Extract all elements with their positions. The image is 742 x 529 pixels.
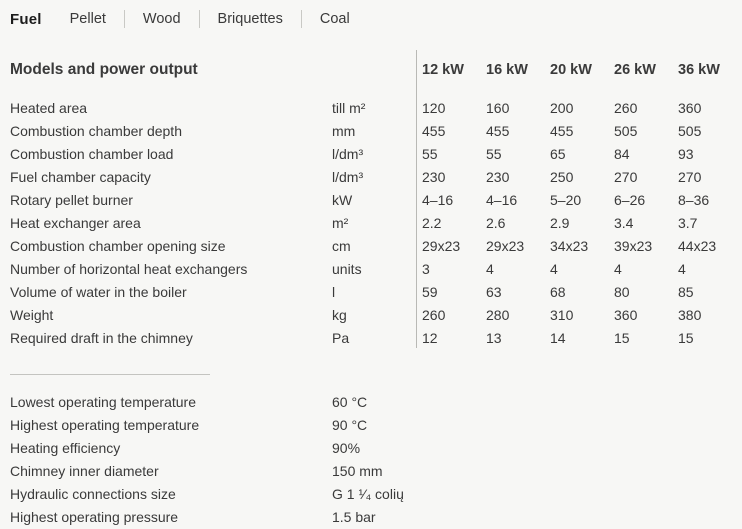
- spec-value: 15: [678, 330, 694, 346]
- fuel-option-wood[interactable]: Wood: [124, 10, 199, 28]
- spec-value: 4: [486, 261, 494, 277]
- spec-value: 360: [678, 100, 702, 116]
- spec-value: 55: [486, 146, 502, 162]
- spec-table: [8, 50, 742, 350]
- spec-value: 4: [550, 261, 558, 277]
- model-header-2: 20 kW: [550, 62, 592, 78]
- list-item: [8, 437, 632, 460]
- table-row: [8, 166, 742, 189]
- fuel-label: Fuel: [10, 10, 42, 28]
- spec-value: 280: [486, 307, 510, 323]
- spec-value: 12: [422, 330, 438, 346]
- extra-spec-value: 60 °C: [332, 394, 368, 410]
- spec-value: 270: [614, 169, 638, 185]
- spec-value: 93: [678, 146, 694, 162]
- extra-spec-name: Heating efficiency: [10, 440, 121, 456]
- spec-name: Volume of water in the boiler: [10, 284, 187, 300]
- spec-value: 6–26: [614, 192, 646, 208]
- section-divider: [10, 374, 210, 375]
- spec-unit: mm: [332, 123, 356, 139]
- spec-value: 4: [678, 261, 686, 277]
- spec-value: 505: [678, 123, 702, 139]
- spec-unit: kW: [332, 192, 353, 208]
- model-header-3: 26 kW: [614, 62, 656, 78]
- spec-name: Fuel chamber capacity: [10, 169, 151, 185]
- spec-value: 260: [422, 307, 446, 323]
- spec-value: 29x23: [486, 238, 525, 254]
- list-item: [8, 460, 632, 483]
- spec-name: Combustion chamber load: [10, 146, 174, 162]
- spec-value: 260: [614, 100, 638, 116]
- spec-value: 250: [550, 169, 574, 185]
- spec-value: 4–16: [486, 192, 518, 208]
- spec-value: 80: [614, 284, 630, 300]
- spec-value: 2.6: [486, 215, 506, 231]
- table-row: [8, 143, 742, 166]
- spec-value: 3.4: [614, 215, 634, 231]
- extra-spec-name: Chimney inner diameter: [10, 463, 159, 479]
- extra-spec-value: 1.5 bar: [332, 509, 376, 525]
- spec-table-body: [8, 97, 742, 350]
- spec-value: 29x23: [422, 238, 461, 254]
- spec-value: 65: [550, 146, 566, 162]
- spec-value: 230: [422, 169, 446, 185]
- table-row: [8, 304, 742, 327]
- extra-spec-name: Hydraulic connections size: [10, 486, 176, 502]
- extra-spec-name: Highest operating pressure: [10, 509, 179, 525]
- spec-value: 14: [550, 330, 566, 346]
- spec-table-head: [8, 50, 742, 97]
- extra-spec-value: 90 °C: [332, 417, 368, 433]
- extra-spec-name: Highest operating temperature: [10, 417, 200, 433]
- spec-value: 13: [486, 330, 502, 346]
- spec-value: 68: [550, 284, 566, 300]
- page-title: Models and power output: [10, 61, 198, 78]
- list-item: [8, 414, 632, 437]
- spec-value: 160: [486, 100, 510, 116]
- spec-name: Heat exchanger area: [10, 215, 141, 231]
- spec-value: 55: [422, 146, 438, 162]
- spec-name: Heated area: [10, 100, 88, 116]
- model-header-4: 36 kW: [678, 62, 720, 78]
- spec-value: 8–36: [678, 192, 710, 208]
- spec-value: 3: [422, 261, 430, 277]
- fuel-option-coal[interactable]: Coal: [301, 10, 368, 28]
- spec-name: Required draft in the chimney: [10, 330, 193, 346]
- list-item: [8, 506, 632, 529]
- table-row: [8, 120, 742, 143]
- spec-value: 59: [422, 284, 438, 300]
- table-row: [8, 281, 742, 304]
- spec-value: 44x23: [678, 238, 717, 254]
- spec-value: 360: [614, 307, 638, 323]
- spec-unit: Pa: [332, 330, 350, 346]
- extra-specs-body: [8, 391, 632, 529]
- unit-header: [332, 50, 422, 97]
- spec-unit: till m²: [332, 100, 366, 116]
- table-header-row: [8, 50, 742, 97]
- spec-value: 455: [486, 123, 510, 139]
- spec-value: 4–16: [422, 192, 454, 208]
- spec-unit: l/dm³: [332, 169, 364, 185]
- spec-value: 2.2: [422, 215, 442, 231]
- extra-spec-value: 150 mm: [332, 463, 383, 479]
- spec-value: 85: [678, 284, 694, 300]
- table-row: [8, 189, 742, 212]
- spec-value: 34x23: [550, 238, 589, 254]
- spec-unit: m²: [332, 215, 349, 231]
- model-header-0: 12 kW: [422, 62, 464, 78]
- spec-unit: kg: [332, 307, 347, 323]
- list-item: [8, 391, 632, 414]
- spec-value: 310: [550, 307, 574, 323]
- spec-value: 2.9: [550, 215, 570, 231]
- spec-value: 505: [614, 123, 638, 139]
- fuel-option-briquettes[interactable]: Briquettes: [199, 10, 301, 28]
- spec-value: 63: [486, 284, 502, 300]
- table-row: [8, 235, 742, 258]
- fuel-option-pellet[interactable]: Pellet: [69, 11, 106, 27]
- spec-value: 84: [614, 146, 630, 162]
- spec-value: 455: [550, 123, 574, 139]
- spec-unit: l/dm³: [332, 146, 364, 162]
- table-row: [8, 212, 742, 235]
- spec-value: 380: [678, 307, 702, 323]
- spec-name: Combustion chamber depth: [10, 123, 182, 139]
- column-divider: [416, 50, 417, 348]
- spec-value: 455: [422, 123, 446, 139]
- table-row: [8, 97, 742, 120]
- extra-spec-value: 90%: [332, 440, 361, 456]
- list-item: [8, 483, 632, 506]
- fuel-options: [70, 10, 368, 28]
- spec-name: Number of horizontal heat exchangers: [10, 261, 248, 277]
- spec-table-wrap: [8, 50, 742, 350]
- spec-value: 200: [550, 100, 574, 116]
- spec-value: 270: [678, 169, 702, 185]
- spec-name: Weight: [10, 307, 54, 323]
- fuel-selector: [8, 0, 742, 38]
- spec-unit: l: [332, 284, 336, 300]
- extra-spec-name: Lowest operating temperature: [10, 394, 196, 410]
- spec-value: 120: [422, 100, 446, 116]
- table-row: [8, 327, 742, 350]
- spec-value: 5–20: [550, 192, 582, 208]
- extra-spec-value: G 1 ¹⁄₄ colių: [332, 486, 404, 502]
- spec-unit: units: [332, 261, 362, 277]
- spec-value: 3.7: [678, 215, 698, 231]
- spec-value: 4: [614, 261, 622, 277]
- spec-value: 39x23: [614, 238, 653, 254]
- spec-name: Combustion chamber opening size: [10, 238, 226, 254]
- spec-value: 15: [614, 330, 630, 346]
- spec-unit: cm: [332, 238, 351, 254]
- spec-value: 230: [486, 169, 510, 185]
- table-row: [8, 258, 742, 281]
- extra-specs-table: [8, 391, 632, 529]
- spec-name: Rotary pellet burner: [10, 192, 133, 208]
- model-header-1: 16 kW: [486, 62, 528, 78]
